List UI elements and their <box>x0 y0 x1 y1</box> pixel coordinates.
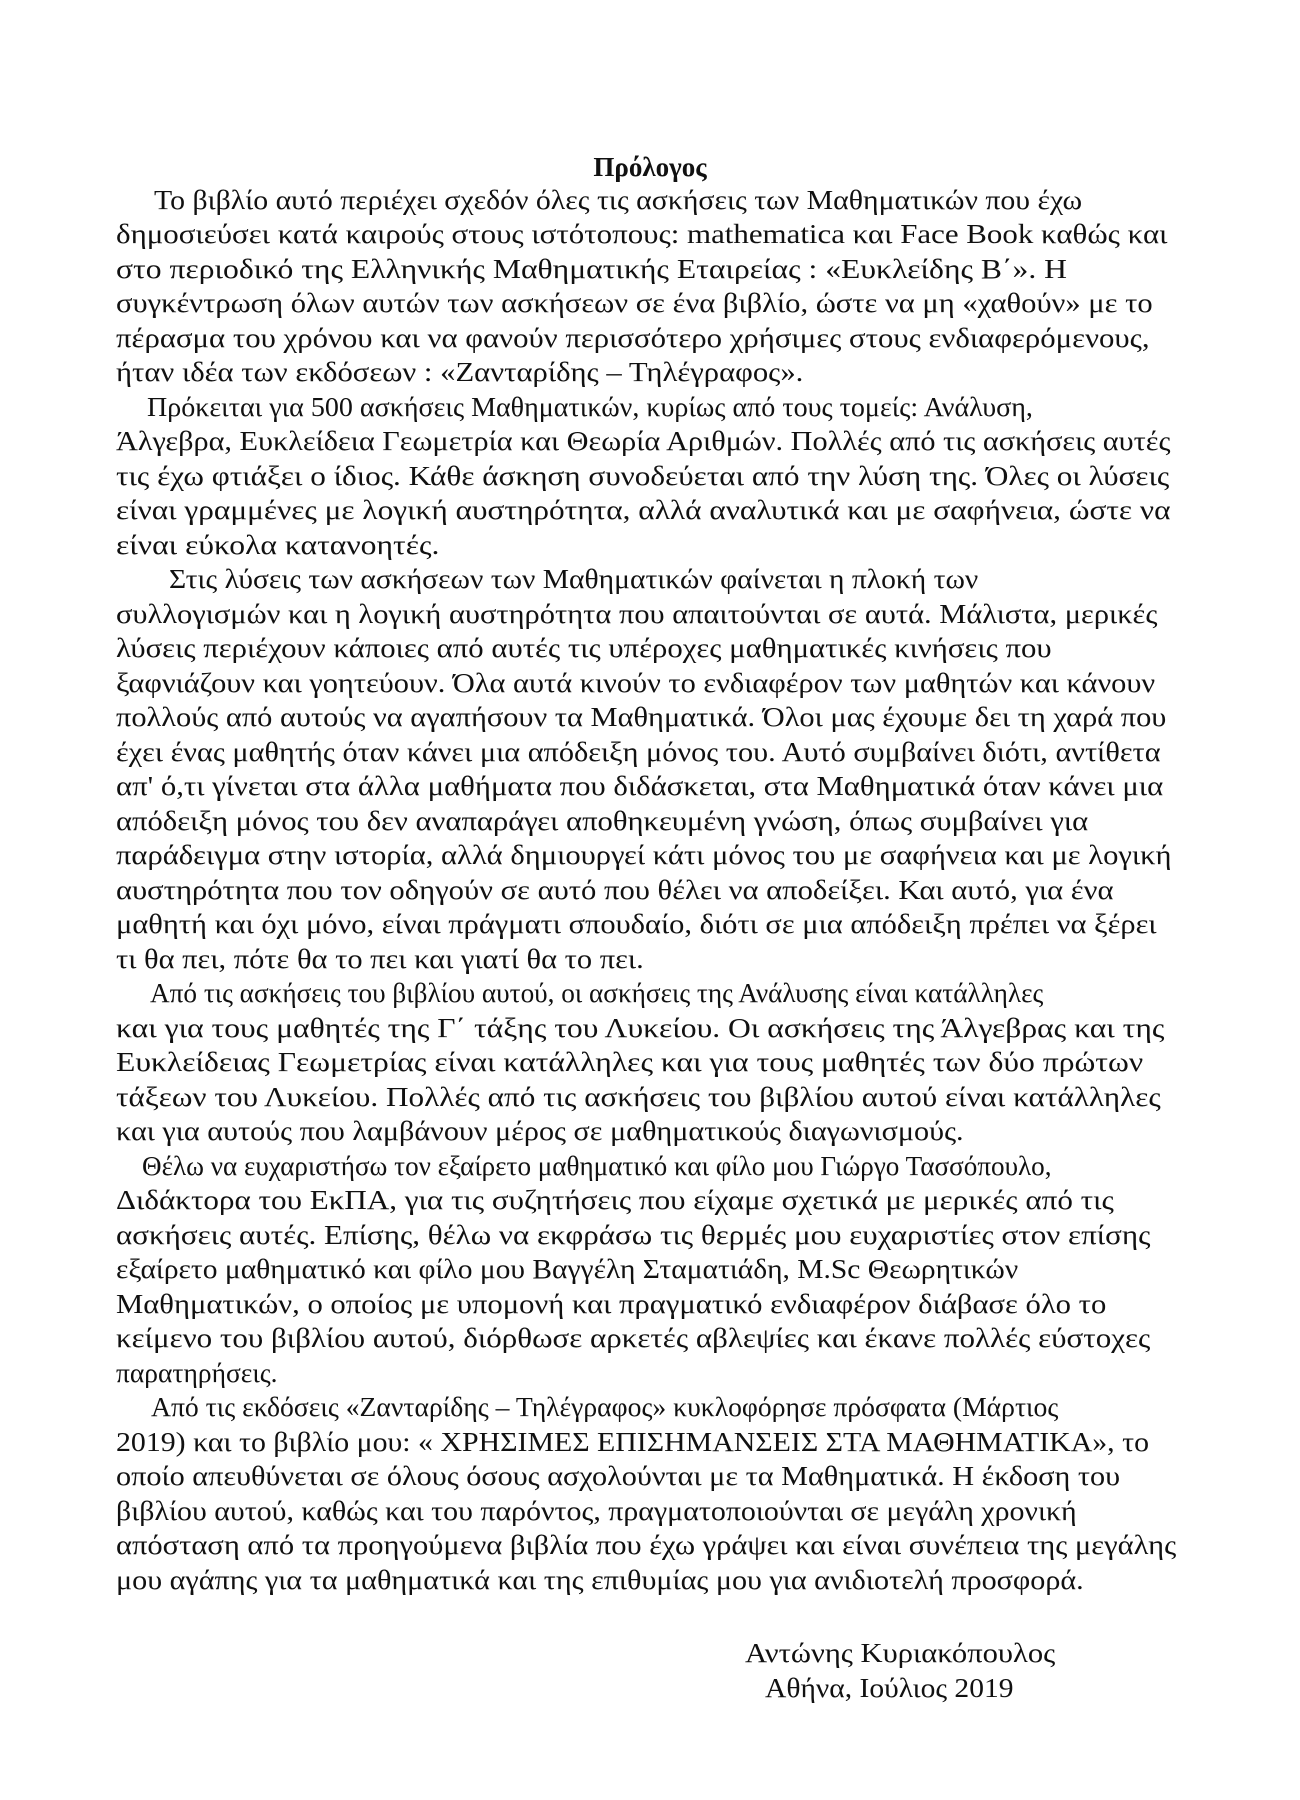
text-line: τι θα πει, πότε θα το πει και γιατί θα το πει. <box>116 943 644 974</box>
text-line: παρατηρήσεις. <box>116 1357 278 1388</box>
text-line: εξαίρετο μαθηματικό και φίλο μου Βαγγέλη Σταματιάδη, M.Sc Θεωρητικών <box>116 1253 1019 1284</box>
text-line: Ευκλείδειας Γεωμετρίας είναι κατάλληλες και για τους μαθητές των δύο πρώτων <box>116 1046 1144 1077</box>
text-line: έχει ένας μαθητής όταν κάνει μια απόδειξη μόνος του. Αυτό συμβαίνει διότι, αντίθετα <box>116 736 1161 767</box>
text-line: Διδάκτορα του ΕκΠΑ, για τις συζητήσεις που είχαμε σχετικά με μερικές από τις <box>116 1184 1114 1215</box>
text-line: αυστηρότητα που τον οδηγούν σε αυτό που θέλει να αποδείξει. Και αυτό, για ένα <box>116 874 1114 905</box>
text-line: βιβλίου αυτού, καθώς και του παρόντος, πραγματοποιούνται σε μεγάλη χρονική <box>116 1495 1077 1526</box>
text-line: οποίο απευθύνεται σε όλους όσους ασχολούνται με τα Μαθηματικά. Η έκδοση του <box>116 1460 1121 1491</box>
text-line: Μαθηματικών, ο οποίος με υπομονή και πραγματικό ενδιαφέρον διάβασε όλο το <box>116 1288 1107 1319</box>
text-line: και για αυτούς που λαμβάνουν μέρος σε μαθηματικούς διαγωνισμούς. <box>116 1115 964 1146</box>
text-line: είναι εύκολα κατανοητές. <box>116 529 440 560</box>
text-line: Από τις εκδόσεις «Ζανταρίδης – Τηλέγραφος» κυκλοφόρησε πρόσφατα (Μάρτιος <box>151 1391 1059 1422</box>
signature-author: Αντώνης Κυριακόπουλος <box>745 1637 1056 1668</box>
text-line: ξαφνιάζουν και γοητεύουν. Όλα αυτά κινούν το ενδιαφέρον των μαθητών και κάνουν <box>116 667 1156 698</box>
text-line: Πρόκειται για 500 ασκήσεις Μαθηματικών, κυρίως από τους τομείς: Ανάλυση, <box>147 391 1033 422</box>
text-line: ήταν ιδέα των εκδόσεων : «Ζανταρίδης – Τηλέγραφος». <box>116 356 804 387</box>
text-line: στο περιοδικό της Ελληνικής Μαθηματικής Εταιρείας : «Ευκλείδης Β΄». Η <box>116 253 1068 284</box>
text-line: λύσεις περιέχουν κάποιες από αυτές τις υπέροχες μαθηματικές κινήσεις που <box>116 632 1052 663</box>
text-line: Το βιβλίο αυτό περιέχει σχεδόν όλες τις ασκήσεις των Μαθηματικών που έχω <box>154 184 1083 215</box>
text-line: ασκήσεις αυτές. Επίσης, θέλω να εκφράσω τις θερμές μου ευχαριστίες στον επίσης <box>116 1219 1151 1250</box>
signature-place-date: Αθήνα, Ιούλιος 2019 <box>765 1672 1014 1703</box>
text-line: παράδειγμα στην ιστορία, αλλά δημιουργεί κάτι μόνος του με σαφήνεια και με λογική <box>116 839 1172 870</box>
text-line: συγκέντρωση όλων αυτών των ασκήσεων σε ένα βιβλίο, ώστε να μη «χαθούν» με το <box>116 287 1153 318</box>
text-line: τις έχω φτιάξει ο ίδιος. Κάθε άσκηση συνοδεύεται από την λύση της. Όλες οι λύσεις <box>116 460 1170 491</box>
text-line: πέρασμα του χρόνου και να φανούν περισσότερο χρήσιμες στους ενδιαφερόμενους, <box>116 322 1150 353</box>
text-line: Στις λύσεις των ασκήσεων των Μαθηματικών φαίνεται η πλοκή των <box>169 563 979 594</box>
text-line: Θέλω να ευχαριστήσω τον εξαίρετο μαθηματικό και φίλο μου Γιώργο Τασσόπουλο, <box>142 1150 1052 1181</box>
text-line: μαθητή και όχι μόνο, είναι πράγματι σπουδαίο, διότι σε μια απόδειξη πρέπει να ξέρει <box>116 908 1157 939</box>
text-line: τάξεων του Λυκείου. Πολλές από τις ασκήσεις του βιβλίου αυτού είναι κατάλληλες <box>116 1081 1161 1112</box>
text-line: απόδειξη μόνος του δεν αναπαράγει αποθηκευμένη γνώση, όπως συμβαίνει για <box>116 805 1089 836</box>
text-line: μου αγάπης για τα μαθηματικά και της επιθυμίας μου για ανιδιοτελή προσφορά. <box>116 1564 1084 1595</box>
page-title: Πρόλογος <box>593 152 707 182</box>
text-line: 2019) και το βιβλίο μου: « ΧΡΗΣΙΜΕΣ ΕΠΙΣΗΜΑΝΣΕΙΣ ΣΤΑ ΜΑΘΗΜΑΤΙΚΑ», το <box>116 1426 1150 1457</box>
text-line: κείμενο του βιβλίου αυτού, διόρθωσε αρκετές αβλεψίες και έκανε πολλές εύστοχες <box>116 1322 1151 1353</box>
text-line: και για τους μαθητές της Γ΄ τάξης του Λυκείου. Οι ασκήσεις της Άλγεβρας και της <box>116 1012 1165 1043</box>
text-line: συλλογισμών και η λογική αυστηρότητα που απαιτούνται σε αυτά. Μάλιστα, μερικές <box>116 598 1158 629</box>
text-line: Από τις ασκήσεις του βιβλίου αυτού, οι ασκήσεις της Ανάλυσης είναι κατάλληλες <box>150 977 1044 1008</box>
text-line: απ' ό,τι γίνεται στα άλλα μαθήματα που διδάσκεται, στα Μαθηματικά όταν κάνει μια <box>116 770 1164 801</box>
text-line: απόσταση από τα προηγούμενα βιβλία που έχω γράψει και είναι συνέπεια της μεγάλης <box>116 1529 1177 1560</box>
text-line: είναι γραμμένες με λογική αυστηρότητα, αλλά αναλυτικά και με σαφήνεια, ώστε να <box>116 494 1171 525</box>
text-line: δημοσιεύσει κατά καιρούς στους ιστότοπους: mathematica και Face Book καθώς και <box>116 218 1168 249</box>
text-line: πολλούς από αυτούς να αγαπήσουν τα Μαθηματικά. Όλοι μας έχουμε δει τη χαρά που <box>116 701 1167 732</box>
text-line: Άλγεβρα, Ευκλείδεια Γεωμετρία και Θεωρία Αριθμών. Πολλές από τις ασκήσεις αυτές <box>116 425 1171 456</box>
